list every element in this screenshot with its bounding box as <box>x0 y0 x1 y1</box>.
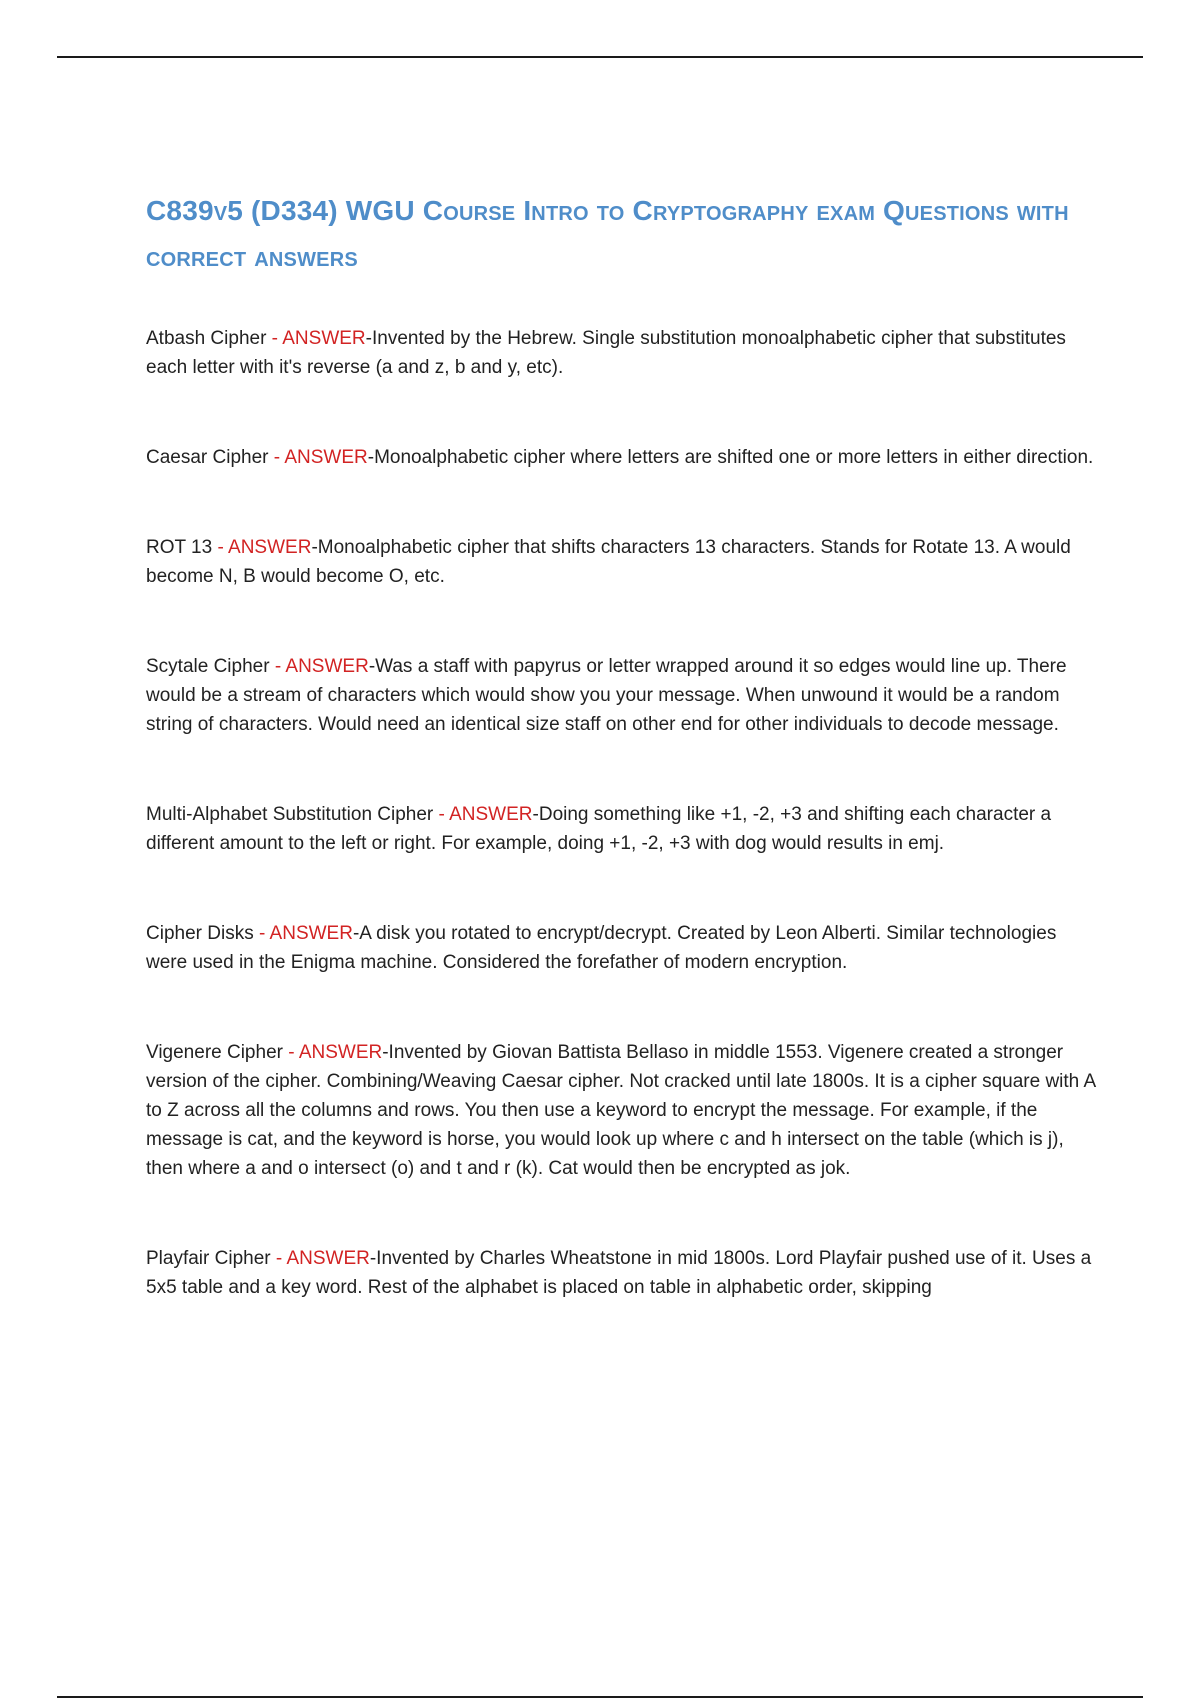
footer-rule <box>57 1696 1143 1698</box>
entry-term: Vigenere Cipher <box>146 1042 283 1063</box>
qa-entry <box>146 443 1096 472</box>
entry-definition: -Monoalphabetic cipher where letters are shifted one or more letters in either direction. <box>367 447 1094 468</box>
qa-entry <box>146 324 1096 382</box>
header-rule <box>57 56 1143 58</box>
entry-separator: - <box>269 656 286 677</box>
qa-list <box>146 324 1096 1302</box>
entry-definition: -A disk you rotated to encrypt/decrypt. Created by Leon Alberti. Similar technologies were used in the Enigma machine. Considered the forefather of modern encryption. <box>146 923 1057 973</box>
qa-entry <box>146 1244 1096 1302</box>
qa-entry <box>146 652 1096 739</box>
entry-term: Cipher Disks <box>146 923 254 944</box>
answer-label: ANSWER <box>282 328 366 349</box>
answer-label: ANSWER <box>228 537 312 558</box>
answer-label: ANSWER <box>286 1248 370 1269</box>
entry-separator: - <box>270 1248 287 1269</box>
entry-separator: - <box>268 447 285 468</box>
answer-label: ANSWER <box>285 656 369 677</box>
entry-separator: - <box>266 328 283 349</box>
qa-entry <box>146 1038 1096 1183</box>
entry-separator: - <box>282 1042 299 1063</box>
entry-term: Scytale Cipher <box>146 656 270 677</box>
qa-entry <box>146 533 1096 591</box>
answer-label: ANSWER <box>449 804 533 825</box>
entry-definition: -Invented by the Hebrew. Single substitution monoalphabetic cipher that substitutes each letter with it's reverse (a and z, b and y, etc). <box>146 328 1066 378</box>
entry-term: Caesar Cipher <box>146 447 269 468</box>
answer-label: ANSWER <box>298 1042 383 1063</box>
qa-entry <box>146 919 1096 977</box>
entry-definition: -Invented by Giovan Battista Bellaso in middle 1553. Vigenere created a stronger version of the cipher. Combining/Weaving Caesar cipher. Not cracked until late 1800s. It is a cipher square with A to Z across all the columns and rows. You then use a keyword to encrypt the message. For example, if the message is cat, and the keyword is horse, you would look up where c and h intersect on the table (which is j), then where a and o intersect (o) and t and r (k). Cat would then be encrypted as jok. <box>146 1042 1096 1179</box>
qa-entry <box>146 800 1096 858</box>
entry-term: Multi-Alphabet Substitution Cipher <box>146 804 434 825</box>
entry-definition: -Invented by Charles Wheatstone in mid 1800s. Lord Playfair pushed use of it. Uses a 5x5 table and a key word. Rest of the alphabet is placed on table in alphabetic order, skipping <box>146 1248 1092 1298</box>
entry-separator: - <box>253 923 270 944</box>
answer-label: ANSWER <box>284 447 368 468</box>
entry-definition: -Monoalphabetic cipher that shifts characters 13 characters. Stands for Rotate 13. A would become N, B would become O, etc. <box>146 537 1071 587</box>
document-title: C839v5 (D334) WGU Course Intro to Cryptography exam Questions with correct answers <box>146 195 1069 272</box>
entry-term: Playfair Cipher <box>146 1248 271 1269</box>
entry-term: Atbash Cipher <box>146 328 267 349</box>
answer-label: ANSWER <box>269 923 353 944</box>
document-body <box>146 188 1096 1363</box>
entry-term: ROT 13 <box>146 537 213 558</box>
entry-separator: - <box>433 804 450 825</box>
entry-definition: -Was a staff with papyrus or letter wrapped around it so edges would line up. There would be a stream of characters which would show you your message. When unwound it would be a random string of characters. Would need an identical size staff on other end for other individuals to decode message. <box>146 656 1067 735</box>
entry-separator: - <box>212 537 229 558</box>
entry-definition: -Doing something like +1, -2, +3 and shifting each character a different amount to the left or right. For example, doing +1, -2, +3 with dog would results in emj. <box>146 804 1052 854</box>
